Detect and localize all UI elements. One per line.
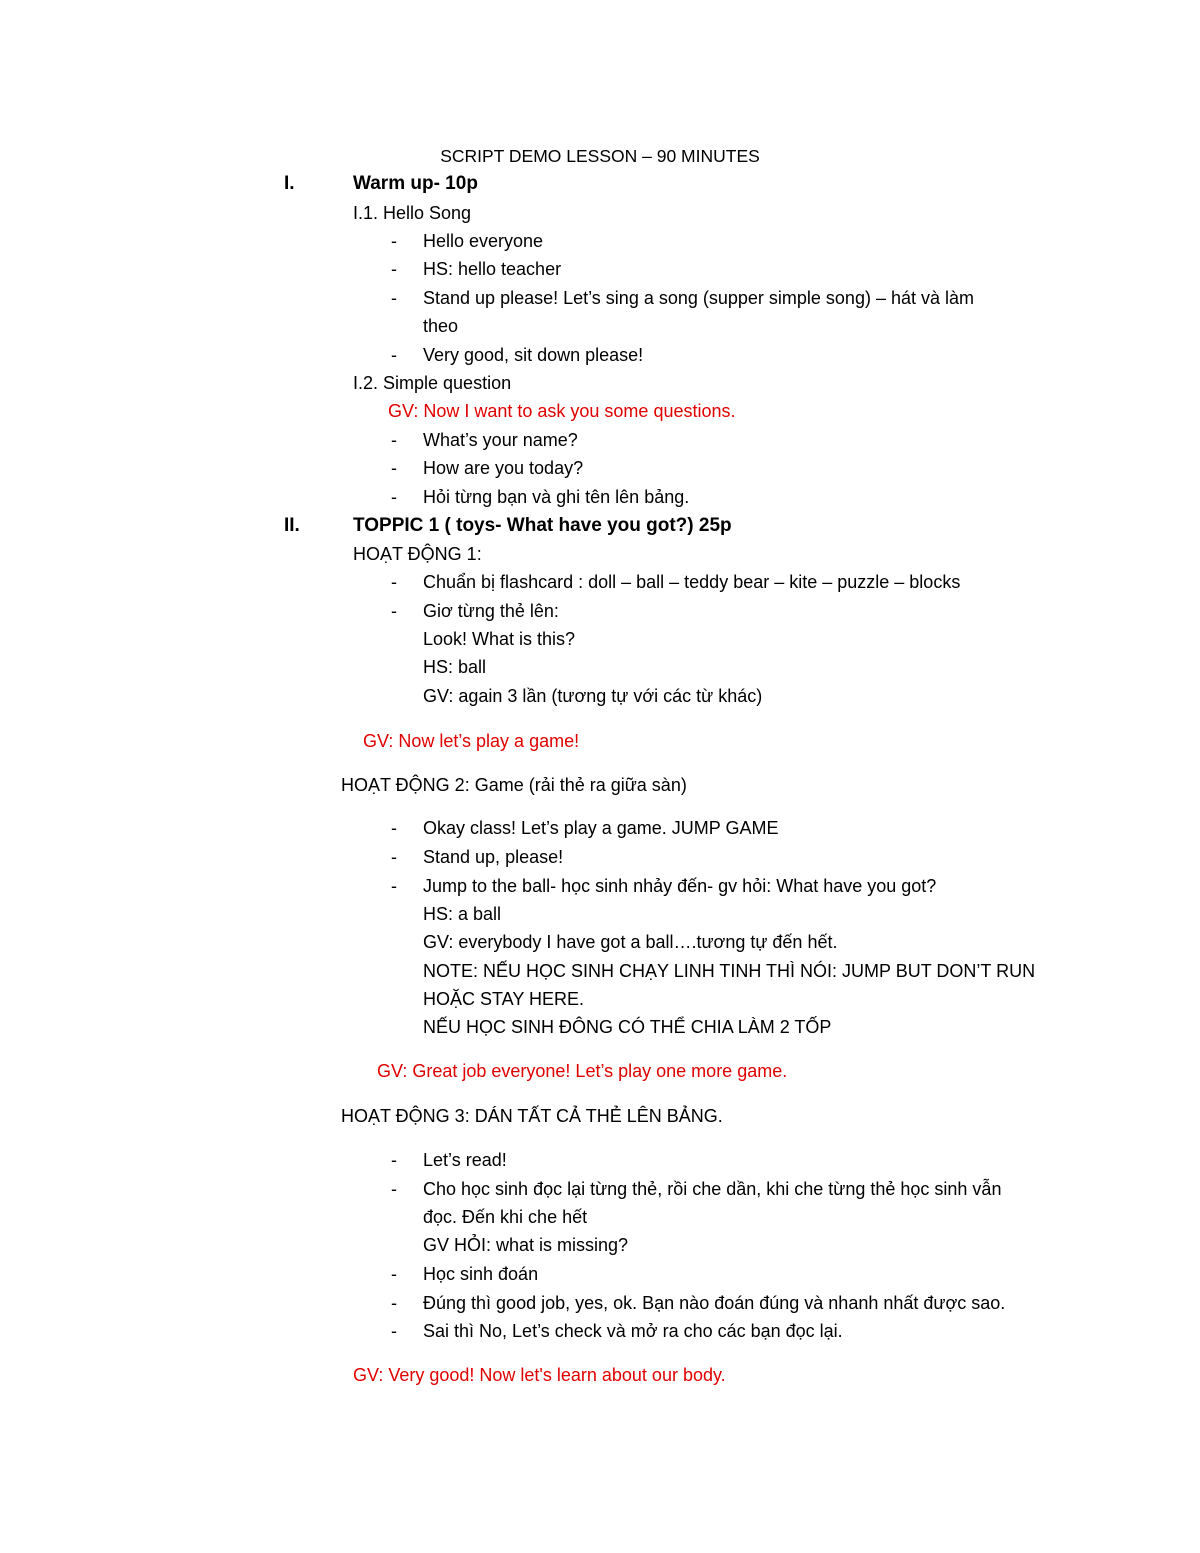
section-1-numeral: I. <box>284 173 295 194</box>
list-item: How are you today? <box>423 458 584 478</box>
list-item: Very good, sit down please! <box>423 345 644 365</box>
list-item-continuation: GV: again 3 lần (tương tự với các từ khác) <box>423 686 763 706</box>
section-2-heading: TOPPIC 1 ( toys- What have you got?) 25p <box>353 515 732 536</box>
bullet-dash: - <box>391 1150 397 1170</box>
list-item: Hello everyone <box>423 231 544 251</box>
bullet-dash: - <box>391 601 397 621</box>
list-item-continuation: NẾU HỌC SINH ĐÔNG CÓ THỂ CHIA LÀM 2 TỐP <box>423 1017 832 1037</box>
list-item: Chuẩn bị flashcard : doll – ball – teddy bear – kite – puzzle – blocks <box>423 572 961 592</box>
document-title: SCRIPT DEMO LESSON – 90 MINUTES <box>440 146 760 166</box>
teacher-prompt: GV: Great job everyone! Let’s play one more game. <box>377 1061 788 1081</box>
list-item: Học sinh đoán <box>423 1264 539 1284</box>
bullet-dash: - <box>391 847 397 867</box>
list-item-continuation: HS: a ball <box>423 904 502 924</box>
bullet-dash: - <box>391 345 397 365</box>
bullet-dash: - <box>391 572 397 592</box>
list-item: Giơ từng thẻ lên: <box>423 601 559 621</box>
bullet-dash: - <box>391 259 397 279</box>
subsection-1-1-title: I.1. Hello Song <box>353 203 472 223</box>
list-item: Stand up please! Let’s sing a song (supper simple song) – hát và làm <box>423 288 974 308</box>
list-item-continuation: GV HỎI: what is missing? <box>423 1235 629 1255</box>
subsection-1-2-title: I.2. Simple question <box>353 373 512 393</box>
list-item: Đúng thì good job, yes, ok. Bạn nào đoán đúng và nhanh nhất được sao. <box>423 1293 1006 1313</box>
list-item: Let’s read! <box>423 1150 507 1170</box>
list-item-continuation: đọc. Đến khi che hết <box>423 1207 588 1227</box>
activity-2-title: HOẠT ĐỘNG 2: Game (rải thẻ ra giữa sàn) <box>341 775 687 795</box>
list-item: Okay class! Let’s play a game. JUMP GAME <box>423 818 779 838</box>
list-item-continuation: theo <box>423 316 459 336</box>
list-item-continuation: HOẶC STAY HERE. <box>423 989 585 1009</box>
activity-1-title: HOẠT ĐỘNG 1: <box>353 544 482 564</box>
teacher-prompt: GV: Now I want to ask you some questions. <box>388 401 736 421</box>
bullet-dash: - <box>391 1293 397 1313</box>
bullet-dash: - <box>391 876 397 896</box>
bullet-dash: - <box>391 288 397 308</box>
list-item: What’s your name? <box>423 430 578 450</box>
bullet-dash: - <box>391 818 397 838</box>
list-item-continuation: Look! What is this? <box>423 629 576 649</box>
bullet-dash: - <box>391 1179 397 1199</box>
list-item: HS: hello teacher <box>423 259 562 279</box>
bullet-dash: - <box>391 1264 397 1284</box>
teacher-prompt: GV: Very good! Now let's learn about our body. <box>353 1365 726 1385</box>
bullet-dash: - <box>391 487 397 507</box>
section-2-numeral: II. <box>284 515 300 536</box>
activity-3-title: HOẠT ĐỘNG 3: DÁN TẤT CẢ THẺ LÊN BẢNG. <box>341 1106 723 1126</box>
list-item: Cho học sinh đọc lại từng thẻ, rồi che dần, khi che từng thẻ học sinh vẫn <box>423 1179 1002 1199</box>
section-1-heading: Warm up- 10p <box>353 173 478 194</box>
bullet-dash: - <box>391 458 397 478</box>
list-item: Jump to the ball- học sinh nhảy đến- gv hỏi: What have you got? <box>423 876 937 896</box>
list-item: Sai thì No, Let’s check và mở ra cho các bạn đọc lại. <box>423 1321 843 1341</box>
list-item-continuation: NOTE: NẾU HỌC SINH CHẠY LINH TINH THÌ NÓI: JUMP BUT DON’T RUN <box>423 961 1036 981</box>
bullet-dash: - <box>391 430 397 450</box>
list-item-continuation: HS: ball <box>423 657 487 677</box>
list-item: Hỏi từng bạn và ghi tên lên bảng. <box>423 487 690 507</box>
list-item: Stand up, please! <box>423 847 564 867</box>
teacher-prompt: GV: Now let’s play a game! <box>363 731 580 751</box>
bullet-dash: - <box>391 1321 397 1341</box>
list-item-continuation: GV: everybody I have got a ball….tương tự đến hết. <box>423 932 838 952</box>
bullet-dash: - <box>391 231 397 251</box>
